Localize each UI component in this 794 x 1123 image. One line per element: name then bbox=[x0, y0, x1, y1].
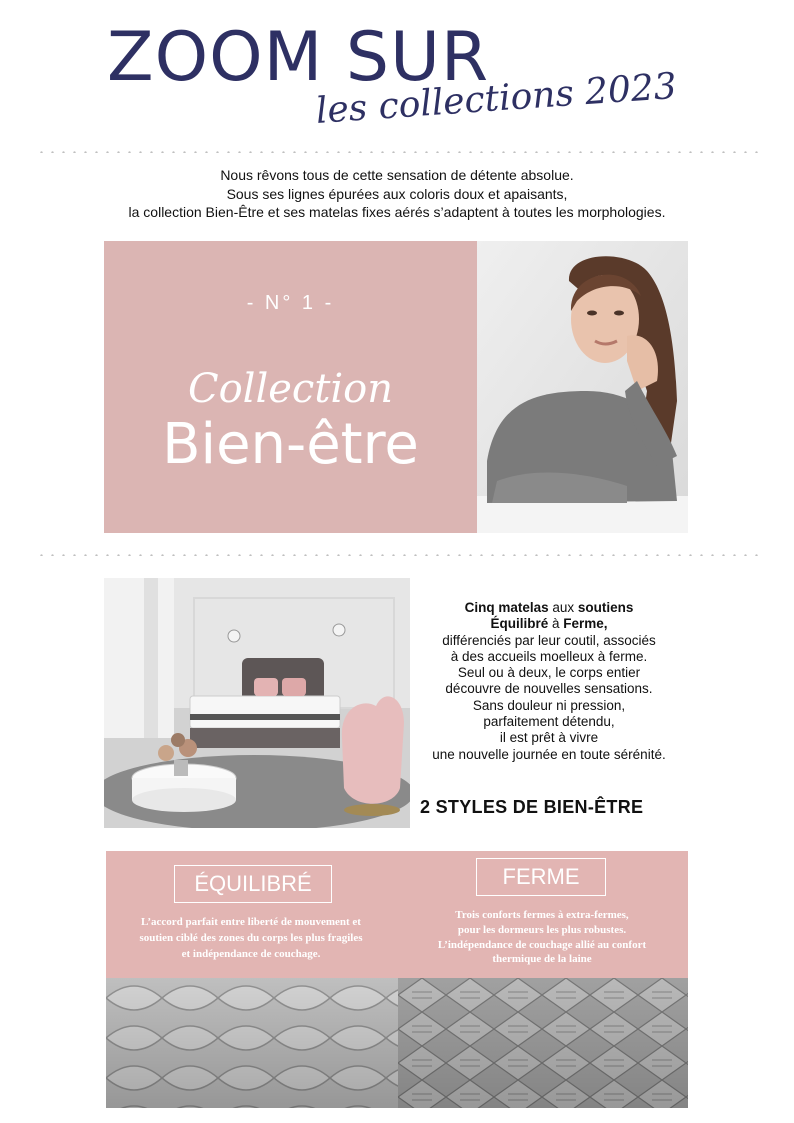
description-line: Sans douleur ni pression, bbox=[472, 697, 626, 713]
description-bold: Cinq matelas bbox=[464, 600, 549, 615]
description-text: aux bbox=[548, 600, 578, 615]
description-bold: Ferme, bbox=[563, 616, 608, 632]
style-label-ferme: FERME bbox=[476, 858, 606, 896]
dotted-divider bbox=[36, 151, 758, 153]
style-text-line: et indépendance de couchage. bbox=[181, 948, 321, 960]
collection-script-label: Collection bbox=[187, 366, 394, 412]
style-text-line: L’indépendance de couchage allié au confort bbox=[437, 938, 647, 951]
style-text-line: pour les dormeurs les plus robustes. bbox=[457, 923, 627, 936]
style-text-ferme bbox=[398, 908, 686, 967]
description-text: à bbox=[548, 616, 564, 632]
collection-number: - N° 1 - bbox=[246, 292, 335, 314]
description-line: différenciés par leur coutil, associés bbox=[442, 632, 656, 648]
intro-line: Sous ses lignes épurées aux coloris doux et apaisants, bbox=[226, 185, 568, 202]
styles-heading: 2 STYLES DE BIEN-ÊTRE bbox=[420, 797, 644, 817]
description-line: à des accueils moelleux à ferme. bbox=[450, 648, 648, 664]
style-text-equilibre bbox=[108, 914, 394, 962]
style-text-line: L’accord parfait entre liberté de mouvement et bbox=[141, 916, 361, 928]
page-subtitle: les collections 2023 bbox=[314, 65, 678, 132]
style-text-line: soutien ciblé des zones du corps les plus fragiles bbox=[139, 932, 363, 944]
description-line: une nouvelle journée en toute sérénité. bbox=[432, 746, 666, 762]
style-text-line: thermique de la laine bbox=[492, 953, 592, 966]
description-line: il est prêt à vivre bbox=[499, 730, 599, 746]
intro-paragraph bbox=[60, 166, 734, 222]
description-line: parfaitement détendu, bbox=[483, 714, 615, 730]
page-title: ZOOM SUR bbox=[107, 18, 490, 97]
intro-line: Nous rêvons tous de cette sensation de détente absolue. bbox=[220, 167, 574, 183]
fabric-texture-ferme-image bbox=[398, 978, 688, 1108]
dotted-divider bbox=[36, 554, 758, 556]
bedroom-image bbox=[104, 578, 410, 828]
intro-line: la collection Bien-Être et ses matelas fixes aérés s’adaptent à toutes les morphologies. bbox=[128, 204, 666, 220]
description-line: découvre de nouvelles sensations. bbox=[445, 681, 653, 697]
collection-description bbox=[414, 600, 684, 763]
collection-name: Bien-être bbox=[162, 412, 419, 477]
description-bold: soutiens bbox=[577, 600, 634, 615]
style-text-line: Trois conforts fermes à extra-fermes, bbox=[455, 909, 629, 921]
style-label-equilibre: ÉQUILIBRÉ bbox=[174, 865, 332, 903]
woman-portrait-image bbox=[477, 241, 688, 533]
description-line: Seul ou à deux, le corps entier bbox=[457, 665, 641, 681]
description-bold: Équilibré bbox=[490, 616, 549, 632]
fabric-texture-equilibre-image bbox=[106, 978, 398, 1108]
